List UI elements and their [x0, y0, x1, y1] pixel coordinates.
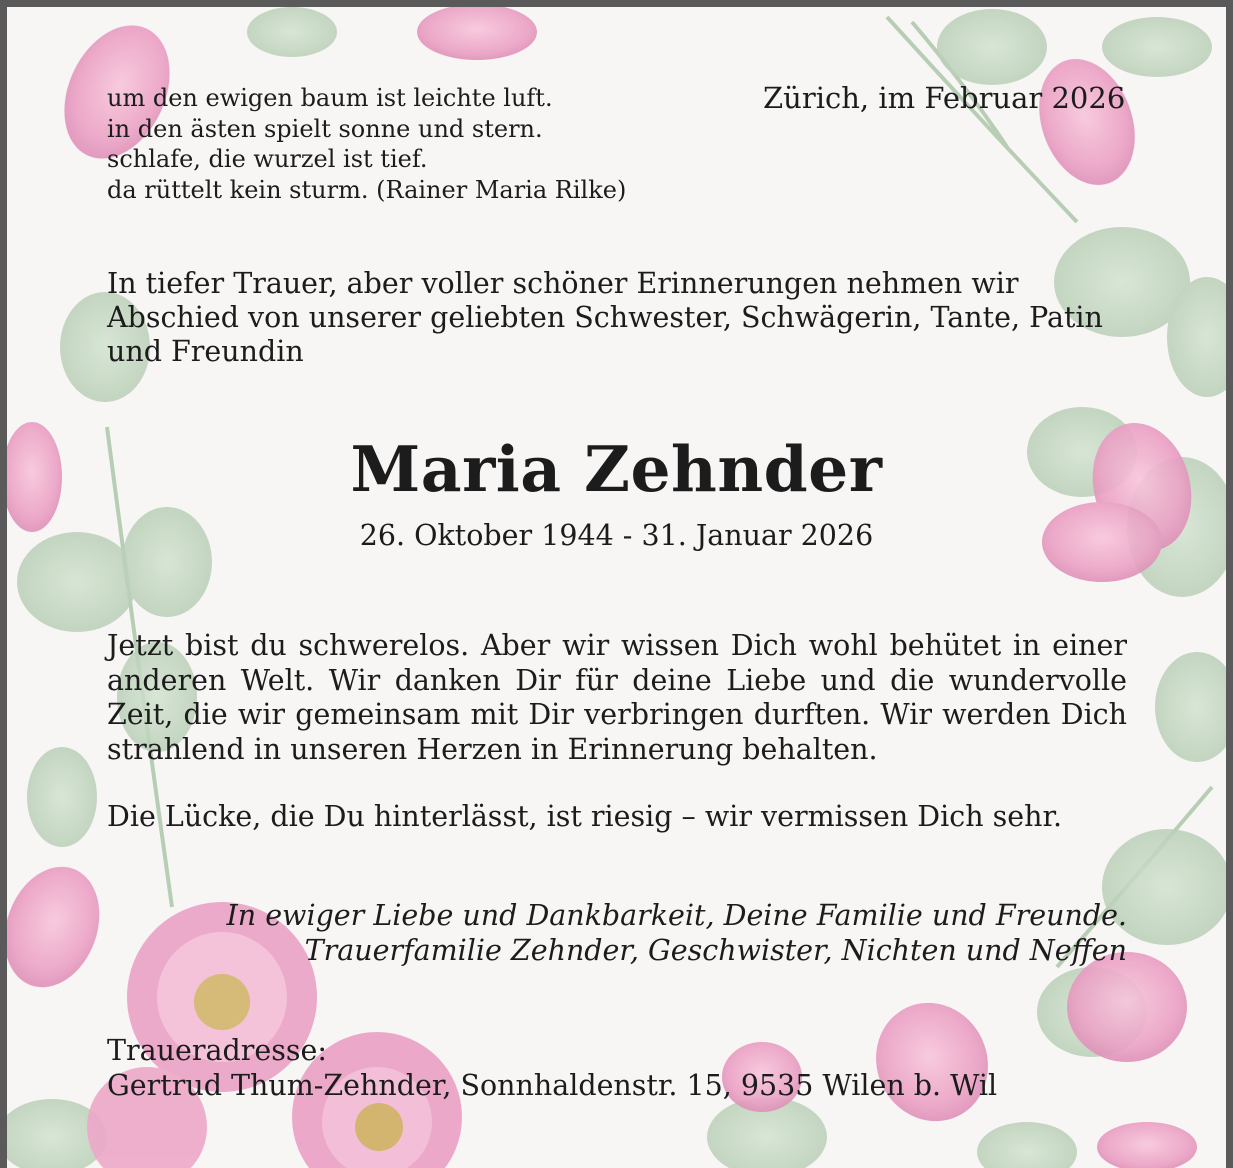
signature-line: Trauerfamilie Zehnder, Geschwister, Nichten und Neffen — [304, 934, 1127, 967]
poem-block — [107, 83, 626, 205]
poem-line: da rüttelt kein sturm. (Rainer Maria Rilke) — [107, 175, 627, 204]
intro-line: und Freundin — [107, 335, 304, 368]
signature-block — [227, 898, 1127, 968]
address-value: Gertrud Thum-Zehnder, Sonnhaldenstr. 15, 9535 Wilen b. Wil — [107, 1069, 998, 1102]
place-date: Zürich, im Februar 2026 — [763, 81, 1126, 115]
intro-line: Abschied von unserer geliebten Schwester, Schwägerin, Tante, Patin — [107, 301, 1103, 334]
obituary-page — [7, 7, 1226, 1168]
deceased-name: Maria Zehnder — [350, 432, 883, 506]
signature-line: In ewiger Liebe und Dankbarkeit, Deine Familie und Freunde. — [226, 899, 1127, 932]
address-label: Traueradresse: — [107, 1034, 327, 1067]
intro-text — [107, 267, 1127, 369]
poem-line: in den ästen spielt sonne und stern. — [107, 114, 543, 143]
poem-line: um den ewigen baum ist leichte luft. — [107, 84, 553, 112]
message-closing: Die Lücke, die Du hinterlässt, ist riesig – wir vermissen Dich sehr. — [107, 800, 1063, 833]
mourning-address — [107, 1033, 997, 1103]
life-dates: 26. Oktober 1944 - 31. Januar 2026 — [359, 519, 874, 552]
message-paragraph: Jetzt bist du schwerelos. Aber wir wissen Dich wohl behütet in einer anderen Welt. Wir danken Dir für deine Liebe und die wundervolle Zeit, die wir gemeinsam mit Dir verbringen durften. Wir werden Dich strahlend in unseren Herzen in Erinnerung behalten. — [107, 629, 1127, 766]
intro-line: In tiefer Trauer, aber voller schöner Erinnerungen nehmen wir — [107, 267, 1019, 300]
poem-line: schlafe, die wurzel ist tief. — [107, 145, 428, 173]
